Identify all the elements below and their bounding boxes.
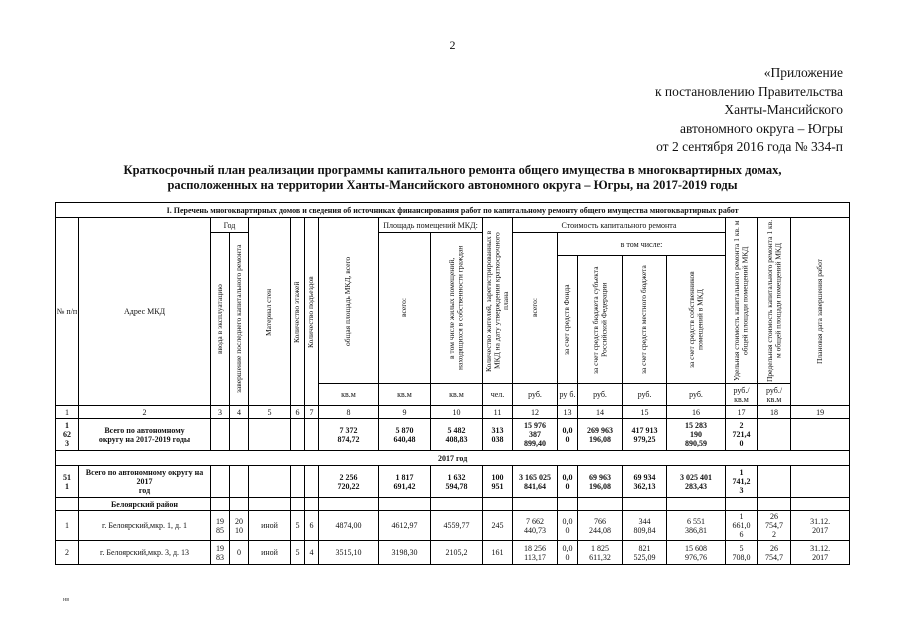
total-2017-subject-budget: 69 963 196,08 <box>578 466 623 498</box>
total-all-unit-cost: 2 721,4 0 <box>726 419 758 451</box>
unit-13: ру б. <box>558 384 578 406</box>
row-premises-residential: 2105,2 <box>431 541 483 565</box>
appendix-line: к постановлению Правительства <box>654 83 843 99</box>
table-row <box>56 511 850 541</box>
appendix-line: Ханты-Мансийского <box>724 102 843 117</box>
header-unit-cost: Удельная стоимость капитального ремонта 1 кв. м общей площади помещений МКД <box>726 218 758 384</box>
col-number: 7 <box>305 406 319 419</box>
total-all-row <box>56 419 850 451</box>
header-wall-material: Материал стен <box>249 218 291 406</box>
row-completion-date: 31.12. 2017 <box>791 541 850 565</box>
header-num: № п/п <box>56 218 79 406</box>
row-floors: 5 <box>291 511 305 541</box>
header-residents: Количество жителей, зарегистрированных в МКД на дату утверждения краткосрочного плана <box>483 218 513 384</box>
unit-17: руб./ кв.м <box>726 384 758 406</box>
header-year-last-repair: завершение последнего капитального ремонта <box>230 233 249 406</box>
col-number: 9 <box>379 406 431 419</box>
total-2017-area: 2 256 720,22 <box>319 466 379 498</box>
unit-15: руб. <box>623 384 667 406</box>
row-subject-budget: 766 244,08 <box>578 511 623 541</box>
row-owners: 15 608 976,76 <box>667 541 726 565</box>
col-number: 5 <box>249 406 291 419</box>
row-floors: 5 <box>291 541 305 565</box>
row-cost-total: 7 662 440,73 <box>513 511 558 541</box>
row-max-unit-cost: 26 754,7 2 <box>758 511 791 541</box>
col-number: 3 <box>211 406 230 419</box>
col-number: 19 <box>791 406 850 419</box>
title-line-1: Краткосрочный план реализации программы капитального ремонта общего имущества в многоквартирных домах, <box>123 163 782 177</box>
total-2017-residents: 100 951 <box>483 466 513 498</box>
row-residents: 161 <box>483 541 513 565</box>
appendix-block <box>655 64 843 157</box>
unit-18: руб./ кв.м <box>758 384 791 406</box>
total-all-subject-budget: 269 963 196,08 <box>578 419 623 451</box>
col-number: 6 <box>291 406 305 419</box>
row-num: 2 <box>56 541 79 565</box>
column-numbers-row <box>56 406 850 419</box>
col-number: 15 <box>623 406 667 419</box>
header-address: Адрес МКД <box>79 218 211 406</box>
row-premises-total: 4612,97 <box>379 511 431 541</box>
row-unit-cost: 5 708,0 <box>726 541 758 565</box>
total-2017-local-budget: 69 934 362,13 <box>623 466 667 498</box>
total-2017-num: 51 1 <box>56 466 79 498</box>
unit-14: руб. <box>578 384 623 406</box>
total-all-num: 1 62 3 <box>56 419 79 451</box>
col-number: 17 <box>726 406 758 419</box>
col-number: 11 <box>483 406 513 419</box>
section-title: I. Перечень многоквартирных домов и сведения об источниках финансирования работ по капитальному ремонту общего имущества многоквартирных работ <box>56 203 850 218</box>
document-title <box>0 163 905 193</box>
plan-table <box>55 202 850 565</box>
row-entrances: 4 <box>305 541 319 565</box>
header-incl: в том числе: <box>558 233 726 256</box>
col-number: 14 <box>578 406 623 419</box>
header-premises-total: всего: <box>379 233 431 384</box>
header-completion-date: Плановая дата завершения работ <box>791 218 850 406</box>
header-total-area: общая площадь МКД, всего <box>319 218 379 384</box>
appendix-line: «Приложение <box>763 65 843 80</box>
total-all-label: Всего по автономному округу на 2017-2019 годы <box>79 419 211 451</box>
appendix-line: автономного округа – Югры <box>680 120 843 136</box>
total-2017-cost: 3 165 025 841,64 <box>513 466 558 498</box>
total-2017-fund: 0,0 0 <box>558 466 578 498</box>
row-cost-total: 18 256 113,17 <box>513 541 558 565</box>
row-wall-material: иной <box>249 511 291 541</box>
total-2017-residential: 1 632 594,78 <box>431 466 483 498</box>
row-completion-date: 31.12. 2017 <box>791 511 850 541</box>
table-row <box>56 541 850 565</box>
row-local-budget: 821 525,09 <box>623 541 667 565</box>
row-max-unit-cost: 26 754,7 <box>758 541 791 565</box>
row-fund: 0,0 0 <box>558 511 578 541</box>
row-residents: 245 <box>483 511 513 541</box>
page-number: 2 <box>449 38 456 52</box>
total-all-cost: 15 976 387 899,40 <box>513 419 558 451</box>
total-2017-unit-cost: 1 741,2 3 <box>726 466 758 498</box>
header-fund: за счет средств Фонда <box>558 256 578 384</box>
col-number: 10 <box>431 406 483 419</box>
total-2017-row <box>56 466 850 498</box>
unit-8: кв.м <box>319 384 379 406</box>
total-2017-label: Всего по автономному округу на 2017 год <box>79 466 211 498</box>
row-total-area: 3515,10 <box>319 541 379 565</box>
row-address: г. Белоярский,мкр. 1, д. 1 <box>79 511 211 541</box>
unit-16: руб. <box>667 384 726 406</box>
appendix-line: от 2 сентября 2016 года № 334-п <box>656 139 843 154</box>
row-year-last-repair: 20 10 <box>230 511 249 541</box>
col-number: 2 <box>79 406 211 419</box>
col-number: 8 <box>319 406 379 419</box>
col-number: 13 <box>558 406 578 419</box>
header-premises-residential: в том числе жилых помещений, находящихся в собственности граждан <box>431 233 483 384</box>
unit-9: кв.м <box>379 384 431 406</box>
row-unit-cost: 1 661,0 6 <box>726 511 758 541</box>
col-number: 18 <box>758 406 791 419</box>
header-owners: за счет средств собственников помещений в МКД <box>667 256 726 384</box>
row-year-commission: 19 85 <box>211 511 230 541</box>
header-floors: Количество этажей <box>291 218 305 406</box>
header-year-group: Год <box>211 218 249 233</box>
header-year-commission: ввода в эксплуатацию <box>211 233 230 406</box>
header-max-unit-cost: Предельная стоимость капитального ремонта 1 кв. м общей площади помещений МКД <box>758 218 791 384</box>
col-number: 16 <box>667 406 726 419</box>
row-entrances: 6 <box>305 511 319 541</box>
header-entrances: Количество подъездов <box>305 218 319 406</box>
total-all-residential: 5 482 408,83 <box>431 419 483 451</box>
title-line-2: расположенных на территории Ханты-Мансийского автономного округа – Югры, на 2017-2019 годы <box>167 178 738 192</box>
row-wall-material: иной <box>249 541 291 565</box>
row-local-budget: 344 809,84 <box>623 511 667 541</box>
header-cost-group: Стоимость капитального ремонта <box>513 218 726 233</box>
total-all-fund: 0,0 0 <box>558 419 578 451</box>
total-all-owners: 15 283 190 890,59 <box>667 419 726 451</box>
total-all-local-budget: 417 913 979,25 <box>623 419 667 451</box>
col-number: 12 <box>513 406 558 419</box>
header-cost-total: всего: <box>513 233 558 384</box>
header-premises-area-group: Площадь помещений МКД: <box>379 218 483 233</box>
row-owners: 6 551 386,81 <box>667 511 726 541</box>
row-premises-residential: 4559,77 <box>431 511 483 541</box>
footer-mark: нв <box>63 597 70 603</box>
unit-11: чел. <box>483 384 513 406</box>
header-local-budget: за счет средств местного бюджета <box>623 256 667 384</box>
total-2017-premises: 1 817 691,42 <box>379 466 431 498</box>
year-2017-heading: 2017 год <box>56 451 850 466</box>
row-year-commission: 19 83 <box>211 541 230 565</box>
row-total-area: 4874,00 <box>319 511 379 541</box>
total-all-residents: 313 038 <box>483 419 513 451</box>
row-address: г. Белоярский,мкр. 3, д. 13 <box>79 541 211 565</box>
row-num: 1 <box>56 511 79 541</box>
row-year-last-repair: 0 <box>230 541 249 565</box>
total-all-premises: 5 870 640,48 <box>379 419 431 451</box>
col-number: 4 <box>230 406 249 419</box>
col-number: 1 <box>56 406 79 419</box>
unit-10: кв.м <box>431 384 483 406</box>
total-all-area: 7 372 874,72 <box>319 419 379 451</box>
total-2017-owners: 3 025 401 283,43 <box>667 466 726 498</box>
district-heading: Белоярский район <box>79 498 211 511</box>
row-subject-budget: 1 825 611,32 <box>578 541 623 565</box>
row-fund: 0,0 0 <box>558 541 578 565</box>
header-subject-budget: за счет средств бюджета субъекта Российской Федерации <box>578 256 623 384</box>
row-premises-total: 3198,30 <box>379 541 431 565</box>
unit-12: руб. <box>513 384 558 406</box>
